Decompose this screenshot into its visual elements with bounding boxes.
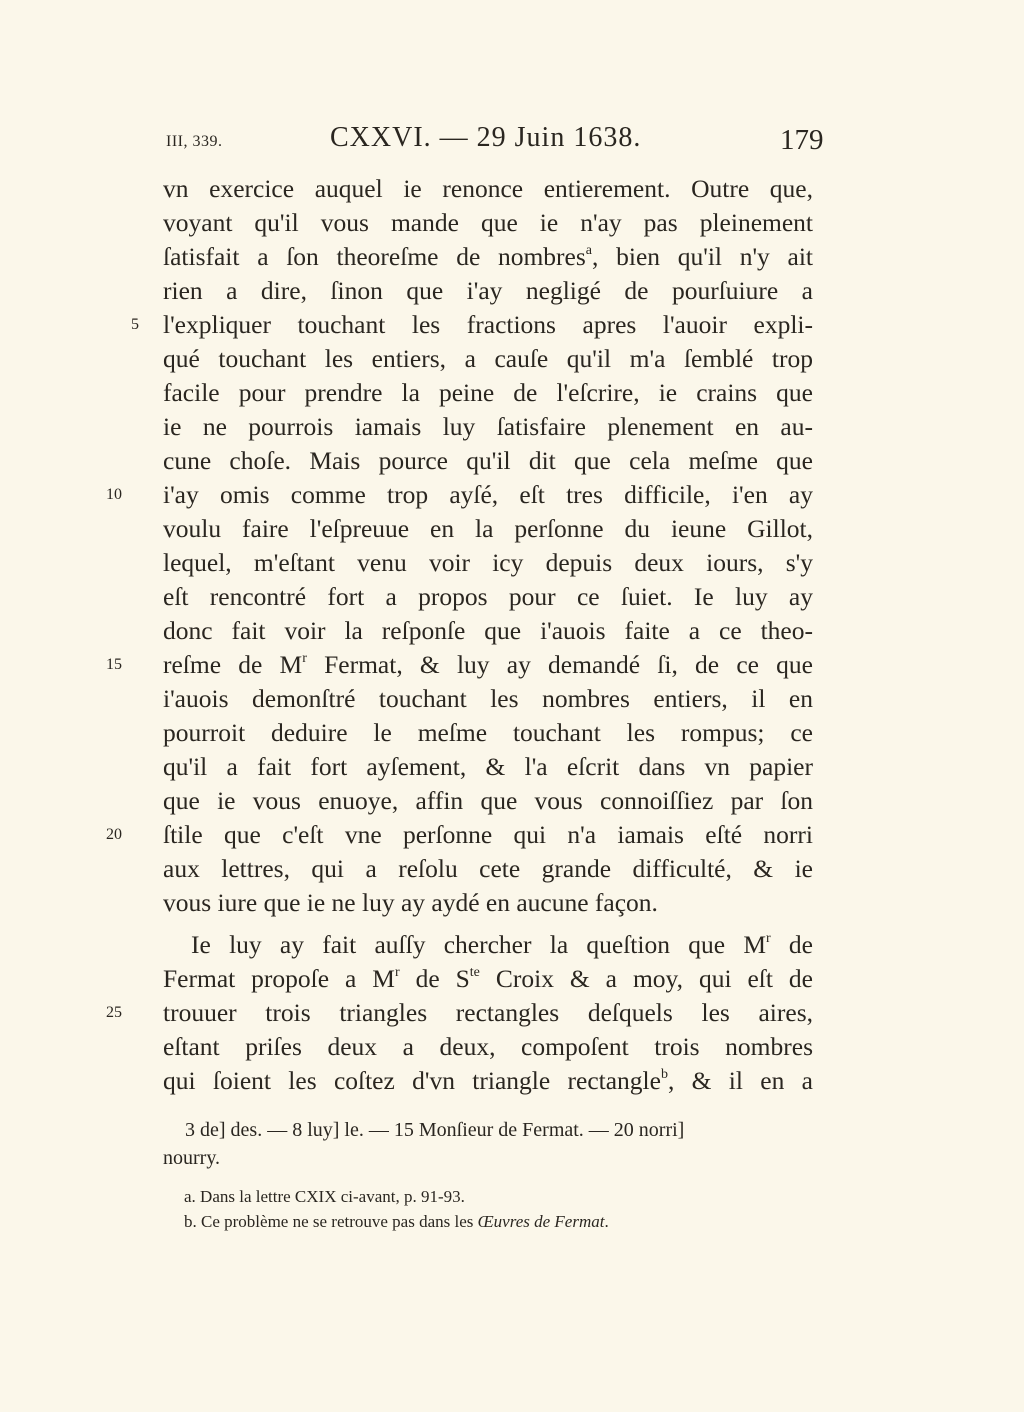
- text-line: [163, 512, 813, 546]
- superscript: r: [394, 965, 400, 980]
- text-run: trouuer trois triangles rectangles deſquels les aires,: [163, 998, 813, 1027]
- text-run: pourroit deduire le meſme touchant les rompus; ce: [163, 718, 813, 747]
- text-run: vn exercice auquel ie renonce entierement. Outre que,: [163, 174, 813, 203]
- text-line: [163, 580, 813, 614]
- text-run: l'expliquer touchant les fractions apres l'auoir expli-: [163, 310, 813, 339]
- text-line: [163, 818, 813, 852]
- volume-reference: III, 339.: [166, 133, 223, 150]
- text-run: , bien qu'il n'y ait: [592, 242, 814, 271]
- text-run: Croix & a moy, qui eſt de: [479, 964, 813, 993]
- text-run: vous iure que ie ne luy ay aydé en aucune façon.: [163, 888, 658, 917]
- text-line: [163, 750, 813, 784]
- text-line: [163, 546, 813, 580]
- text-run: Ce problème ne se retrouve pas dans les: [201, 1212, 478, 1231]
- text-run: eſt rencontré fort a propos pour ce ſuiet. Ie luy ay: [163, 582, 813, 611]
- line-number: 25: [106, 1004, 122, 1021]
- text-line: [163, 716, 813, 750]
- text-line: [163, 1064, 813, 1098]
- page-number: 179: [780, 124, 824, 156]
- superscript: b: [660, 1067, 668, 1082]
- variant-line: nourry.: [163, 1147, 221, 1169]
- text-line: [163, 614, 813, 648]
- text-run: reſme de M: [163, 650, 303, 679]
- text-run: i'ay omis comme trop ayſé, eſt tres difficile, i'en ay: [163, 480, 813, 509]
- text-run: facile pour prendre la peine de l'eſcrire, ie crains que: [163, 378, 813, 407]
- text-line: [163, 410, 813, 444]
- footnote: [184, 1209, 609, 1234]
- text-run: rien a dire, ſinon que i'ay negligé de pourſuiure a: [163, 276, 813, 305]
- text-line: [163, 274, 813, 308]
- text-run: Fermat, & luy ay demandé ſi, de ce que: [306, 650, 813, 679]
- italic-title: Œuvres de Fermat: [477, 1212, 605, 1231]
- variant-readings: [163, 1116, 818, 1172]
- superscript: te: [469, 965, 480, 980]
- superscript: a: [585, 243, 593, 258]
- text-run: lequel, m'eſtant venu voir icy depuis deux iours, s'y: [163, 548, 813, 577]
- text-line: [163, 648, 813, 682]
- variant-line: 3 de] des. — 8 luy] le. — 15 Monſieur de Fermat. — 20 norri]: [185, 1119, 685, 1141]
- text-run: , & il en a: [667, 1066, 813, 1095]
- text-line: [163, 928, 813, 962]
- page-header: [0, 122, 1024, 162]
- text-run: aux lettres, qui a reſolu cete grande difficulté, & ie: [163, 854, 813, 883]
- text-run: ſtile que c'eſt vne perſonne qui n'a iamais eſté norri: [163, 820, 813, 849]
- text-run: de S: [399, 964, 470, 993]
- text-run: voulu faire l'eſpreuue en la perſonne du ieune Gillot,: [163, 514, 813, 543]
- superscript: r: [302, 651, 307, 666]
- text-line: [163, 1030, 813, 1064]
- text-run: i'auois demonſtré touchant les nombres entiers, il en: [163, 684, 813, 713]
- text-line: [163, 308, 813, 342]
- text-line: [163, 342, 813, 376]
- text-run: eſtant priſes deux a deux, compoſent trois nombres: [163, 1032, 813, 1061]
- text-run: de: [770, 930, 813, 959]
- footnote-label: b.: [184, 1212, 201, 1231]
- text-line: [163, 784, 813, 818]
- text-run: qu'il a fait fort ayſement, & l'a eſcrit dans vn papier: [163, 752, 813, 781]
- text-line: [163, 886, 813, 920]
- text-run: Ie luy ay fait auſſy chercher la queſtion que M: [191, 930, 766, 959]
- footnote-label: a.: [184, 1187, 201, 1206]
- text-run: ie ne pourrois iamais luy ſatisfaire plenement en au-: [163, 412, 813, 441]
- superscript: r: [766, 931, 771, 946]
- text-run: que ie vous enuoye, affin que vous connoiſſiez par ſon: [163, 786, 813, 815]
- text-run: voyant qu'il vous mande que ie n'ay pas pleinement: [163, 208, 813, 237]
- line-number: 5: [131, 316, 139, 333]
- text-run: Fermat propoſe a M: [163, 964, 395, 993]
- line-number: 10: [106, 486, 122, 503]
- text-run: qui ſoient les coſtez d'vn triangle rectangle: [163, 1066, 661, 1095]
- line-number: 15: [106, 656, 122, 673]
- text-run: ſatisfait a ſon theoreſme de nombres: [163, 242, 586, 271]
- letter-heading: CXXVI. — 29 Juin 1638.: [330, 122, 642, 153]
- line-number: 20: [106, 826, 122, 843]
- footnotes: [184, 1184, 609, 1234]
- text-run: donc fait voir la reſponſe que i'auois faite a ce theo-: [163, 616, 813, 645]
- text-run: cune choſe. Mais pource qu'il dit que cela meſme que: [163, 446, 813, 475]
- text-line: [163, 996, 813, 1030]
- text-line: [163, 240, 813, 274]
- text-line: [163, 444, 813, 478]
- text-line: [163, 852, 813, 886]
- text-line: [163, 376, 813, 410]
- text-run: qué touchant les entiers, a cauſe qu'il m'a ſemblé trop: [163, 344, 813, 373]
- text-line: [163, 962, 813, 996]
- text-line: [163, 682, 813, 716]
- text-line: [163, 206, 813, 240]
- text-run: Dans la lettre CXIX ci-avant, p. 91-93.: [200, 1187, 465, 1206]
- text-line: [163, 172, 813, 206]
- text-run: .: [604, 1212, 609, 1231]
- text-line: [163, 478, 813, 512]
- footnote: [184, 1184, 609, 1209]
